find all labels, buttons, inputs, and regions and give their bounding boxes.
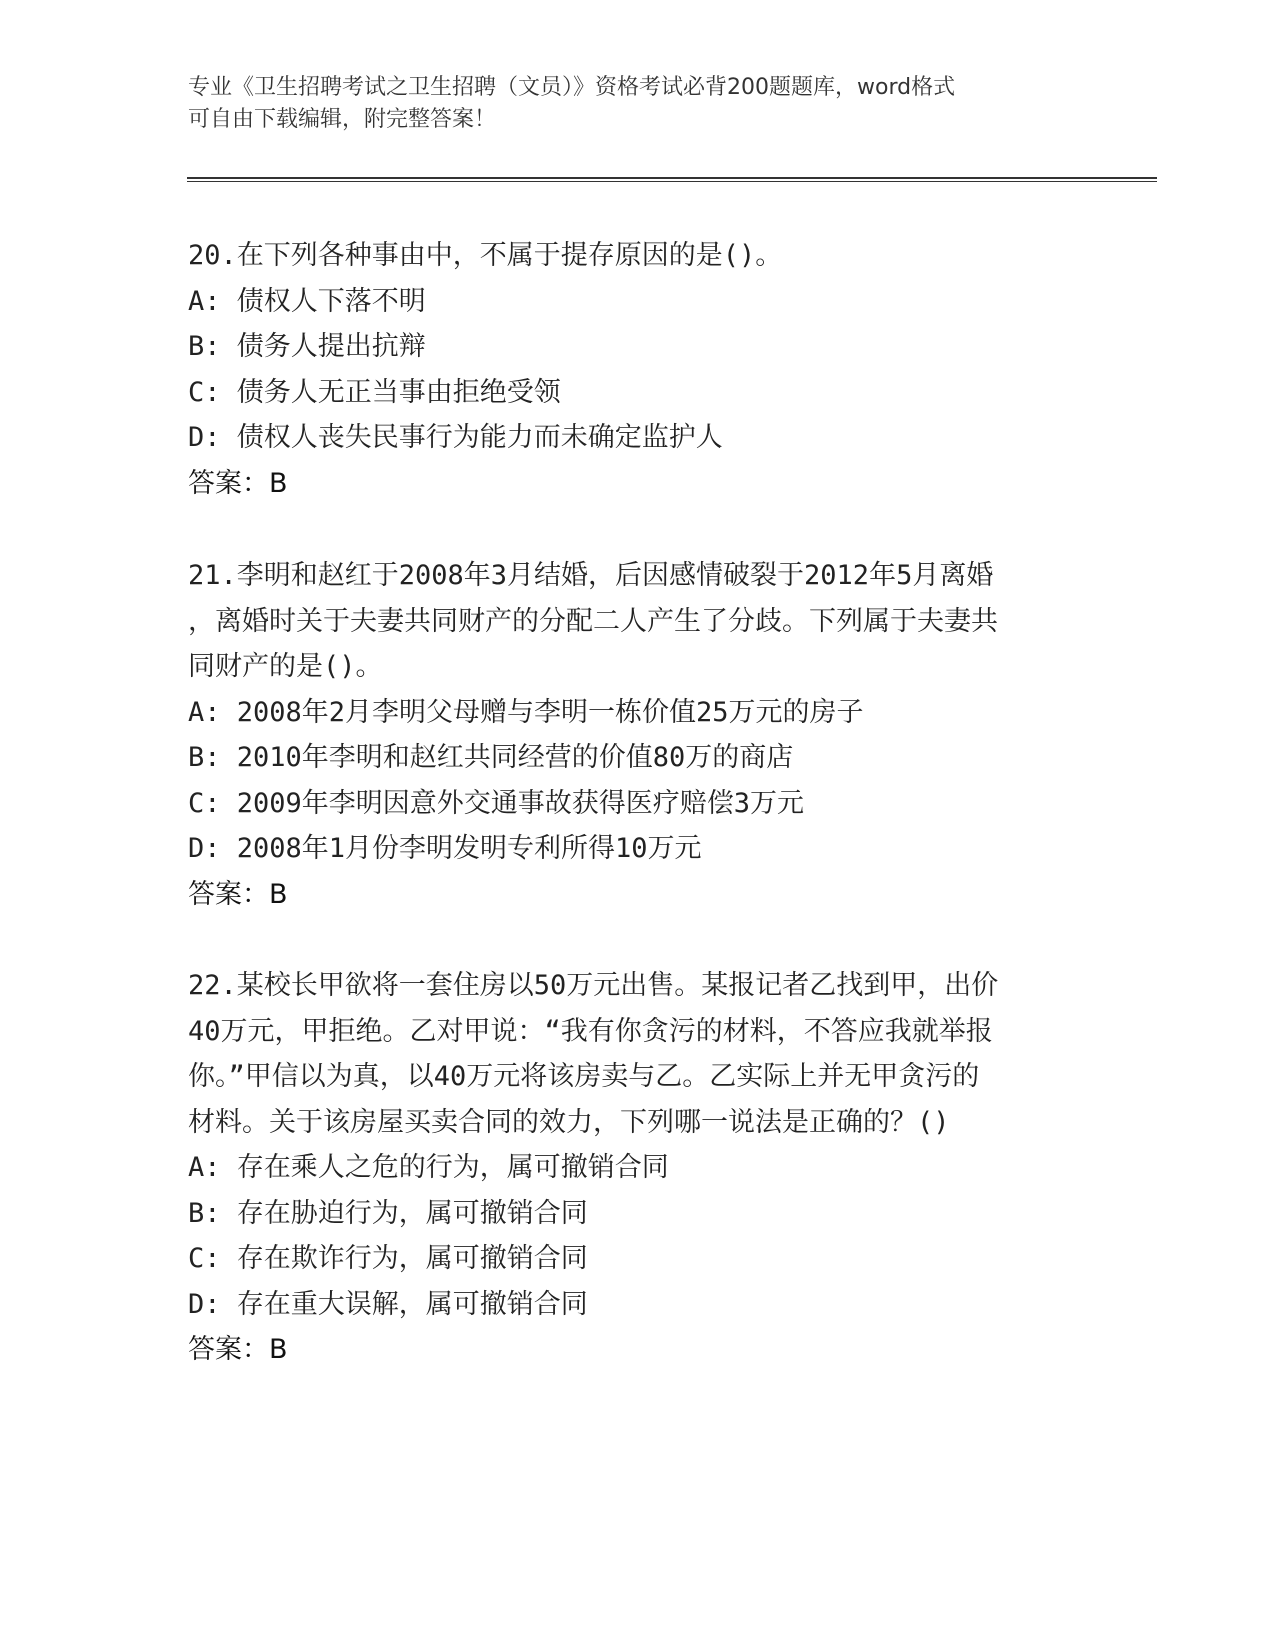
option-c: C: 存在欺诈行为，属可撤销合同 xyxy=(188,1243,588,1274)
option-d: D: 存在重大误解，属可撤销合同 xyxy=(188,1288,588,1320)
question-21 xyxy=(188,553,1088,917)
question-stem-line: ，离婚时关于夫妻共同财产的分配二人产生了分歧。下列属于夫妻共 xyxy=(188,605,998,637)
question-stem-line: 21.李明和赵红于2008年3月结婚，后因感情破裂于2012年5月离婚 xyxy=(188,560,994,591)
option-a: A: 2008年2月李明父母赠与李明一栋价值25万元的房子 xyxy=(188,696,864,728)
option-c: C: 债务人无正当事由拒绝受领 xyxy=(188,376,561,408)
question-stem-line: 你。”甲信以为真，以40万元将该房卖与乙。乙实际上并无甲贪污的 xyxy=(188,1061,980,1092)
option-a: A: 存在乘人之危的行为，属可撤销合同 xyxy=(188,1152,669,1183)
option-a: A: 债权人下落不明 xyxy=(188,285,426,317)
answer-line: 答案：B xyxy=(188,878,288,910)
question-stem-line: 材料。关于该房屋买卖合同的效力，下列哪一说法是正确的？() xyxy=(188,1106,950,1138)
answer-line: 答案：B xyxy=(188,1334,288,1365)
option-d: D: 债权人丧失民事行为能力而未确定监护人 xyxy=(188,422,723,453)
question-stem-line: 同财产的是()。 xyxy=(188,651,383,682)
question-stem-line: 40万元，甲拒绝。乙对甲说：“我有你贪污的材料，不答应我就举报 xyxy=(188,1015,993,1047)
header-divider xyxy=(187,177,1157,182)
option-b: B: 2010年李明和赵红共同经营的价值80万的商店 xyxy=(188,742,794,773)
question-20 xyxy=(188,233,1088,506)
document-header xyxy=(188,72,1088,136)
option-b: B: 存在胁迫行为，属可撤销合同 xyxy=(188,1197,588,1229)
question-stem-line: 22.某校长甲欲将一套住房以50万元出售。某报记者乙找到甲，出价 xyxy=(188,970,999,1001)
answer-line: 答案：B xyxy=(188,467,288,499)
header-line-1: 专业《卫生招聘考试之卫生招聘（文员）》资格考试必背200题题库，word格式 xyxy=(188,75,956,100)
option-c: C: 2009年李明因意外交通事故获得医疗赔偿3万元 xyxy=(188,787,805,819)
option-b: B: 债务人提出抗辩 xyxy=(188,331,426,362)
header-line-2: 可自由下载编辑，附完整答案！ xyxy=(188,107,497,132)
question-22 xyxy=(188,963,1088,1373)
option-d: D: 2008年1月份李明发明专利所得10万元 xyxy=(188,833,702,864)
question-stem-line: 20.在下列各种事由中，不属于提存原因的是()。 xyxy=(188,240,783,271)
